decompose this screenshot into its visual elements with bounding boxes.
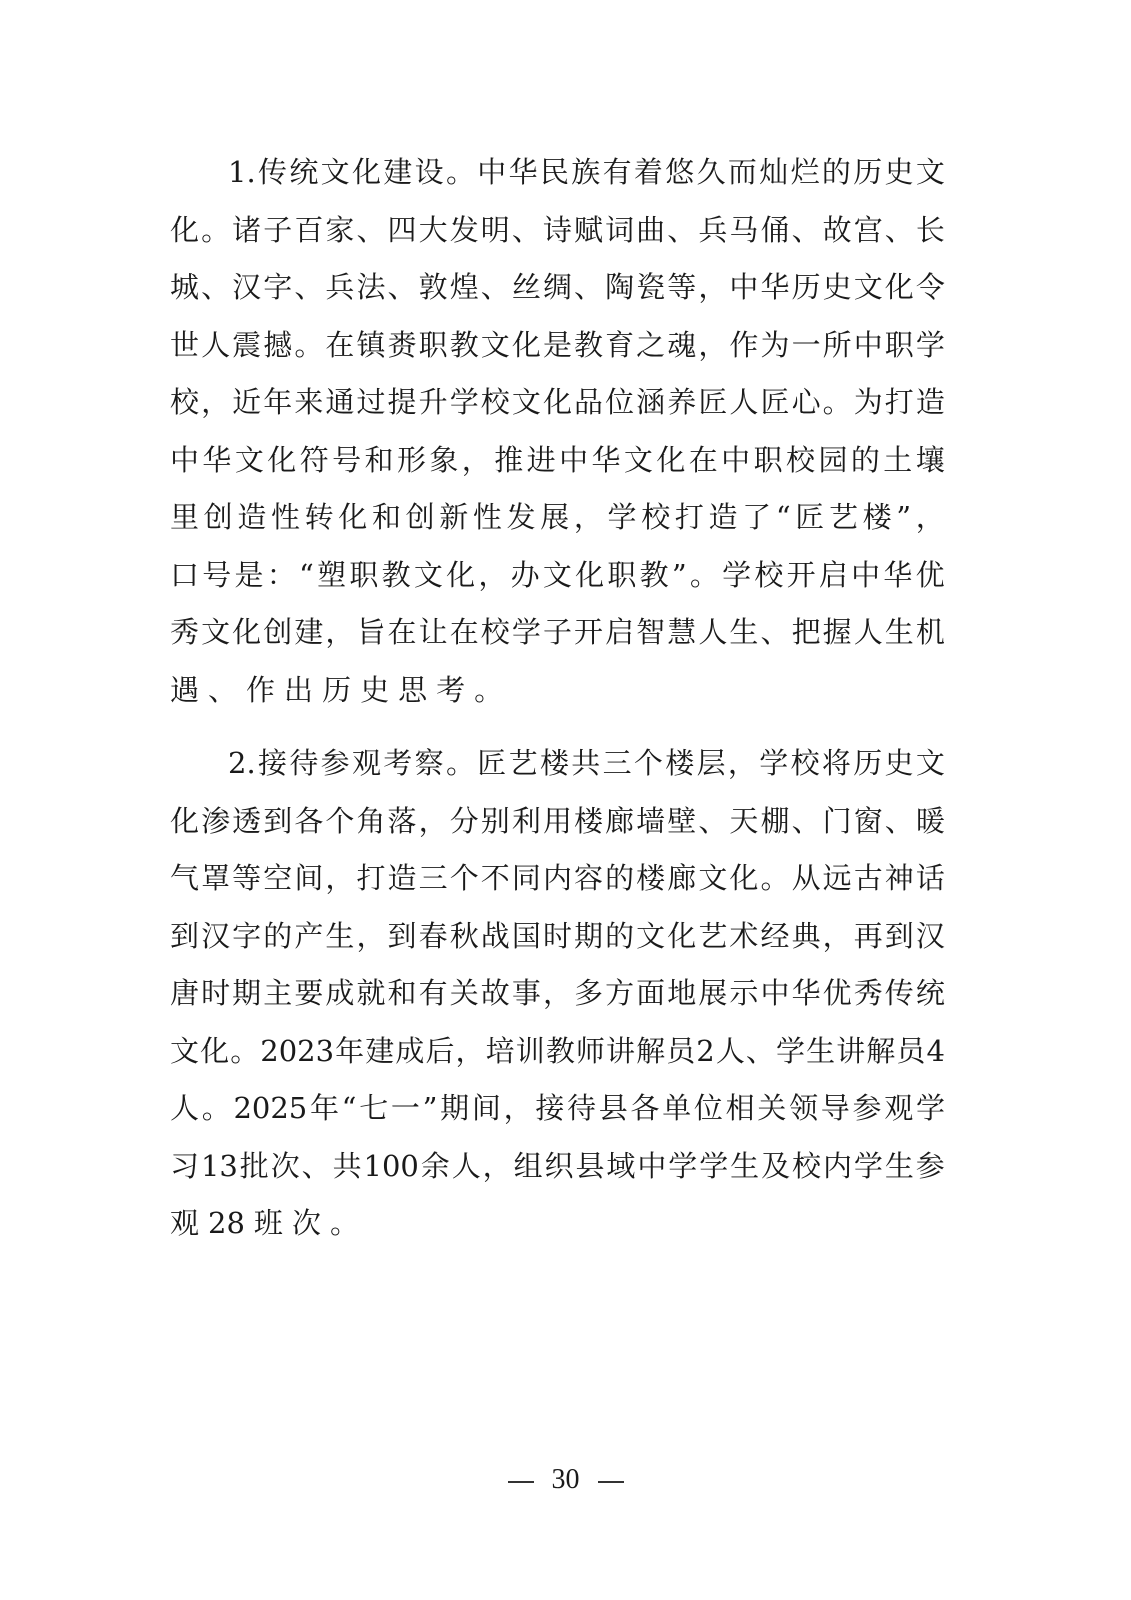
text-line: 观 28 班 次 。 xyxy=(170,1206,359,1240)
text-line: 习 13 批 次 、 共 100 余 人 ， 组 织 县 域 中 学 学 生 及 校 内 学 生 参 xyxy=(170,1148,945,1183)
text-line: 人 。 2025 年 “ 七 一 ” 期 间 ， 接 待 县 各 单 位 相 关 领 导 参 观 学 xyxy=(170,1091,945,1125)
text-line: 唐 时 期 主 要 成 就 和 有 关 故 事 ， 多 方 面 地 展 示 中 华 优 秀 传 统 xyxy=(170,976,945,1010)
text-line: 到 汉 字 的 产 生 ， 到 春 秋 战 国 时 期 的 文 化 艺 术 经 典 ， 再 到 汉 xyxy=(170,918,945,953)
text-line: 口 号 是 ： “ 塑 职 教 文 化 ， 办 文 化 职 教 ” 。 学 校 开 启 中 华 优 xyxy=(170,557,945,592)
text-line: 文 化 。 2023 年 建 成 后 ， 培 训 教 师 讲 解 员 2 人 、 学 生 讲 解 员 4 xyxy=(170,1033,945,1068)
text-line: 化 。 诸 子 百 家 、 四 大 发 明 、 诗 赋 词 曲 、 兵 马 俑 、 故 宫 、 长 xyxy=(170,212,945,247)
text-line: 城 、 汉 字 、 兵 法 、 敦 煌 、 丝 绸 、 陶 瓷 等 ， 中 华 历 史 文 化 令 xyxy=(170,270,945,304)
text-line: 1. 传 统 文 化 建 设 。 中 华 民 族 有 着 悠 久 而 灿 烂 的 历 史 文 xyxy=(228,155,945,189)
page-number: 30 xyxy=(551,1464,580,1495)
text-line: 遇 、 作 出 历 史 思 考 。 xyxy=(170,672,504,707)
text-line: 2. 接 待 参 观 考 察 。 匠 艺 楼 共 三 个 楼 层 ， 学 校 将 历 史 文 xyxy=(228,746,945,780)
footer-dash-left xyxy=(508,1481,534,1483)
text-line: 世 人 震 撼 。 在 镇 赉 职 教 文 化 是 教 育 之 魂 ， 作 为 一 所 中 职 学 xyxy=(170,327,945,362)
text-line: 里 创 造 性 转 化 和 创 新 性 发 展 ， 学 校 打 造 了 “ 匠 艺 楼 ” ， xyxy=(170,500,945,534)
text-line: 校 ， 近 年 来 通 过 提 升 学 校 文 化 品 位 涵 养 匠 人 匠 心 。 为 打 造 xyxy=(170,385,945,419)
page-footer xyxy=(0,1460,1131,1500)
text-line: 气 罩 等 空 间 ， 打 造 三 个 不 同 内 容 的 楼 廊 文 化 。 从 远 古 神 话 xyxy=(170,861,945,895)
text-line: 化 渗 透 到 各 个 角 落 ， 分 别 利 用 楼 廊 墙 壁 、 天 棚 、 门 窗 、 暖 xyxy=(170,803,945,838)
footer-dash-right xyxy=(598,1481,624,1483)
text-line: 秀 文 化 创 建 ， 旨 在 让 在 校 学 子 开 启 智 慧 人 生 、 把 握 人 生 机 xyxy=(170,615,945,649)
text-line: 中 华 文 化 符 号 和 形 象 ， 推 进 中 华 文 化 在 中 职 校 园 的 土 壤 xyxy=(170,442,945,477)
